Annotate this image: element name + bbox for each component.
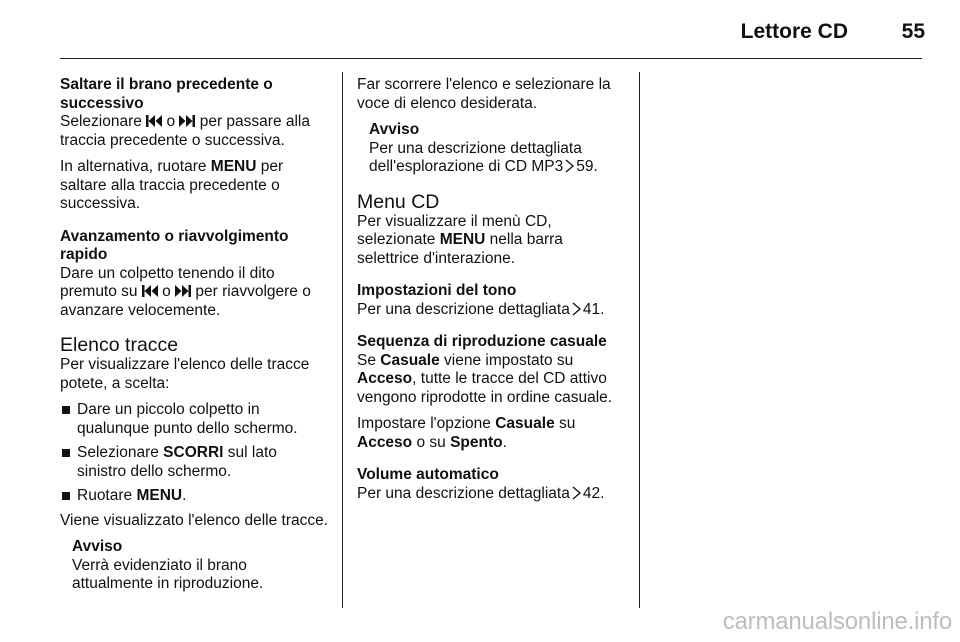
note-text: Verrà evidenziato il brano attualmente in riproduzione. [72,556,264,592]
page-reference-arrow-icon [565,159,574,173]
text: . [182,487,187,504]
note-title: Avviso [72,538,123,555]
next-track-icon [175,285,191,297]
bullet-icon [62,449,70,457]
previous-track-icon [146,115,162,127]
text: viene impostato su [439,351,574,369]
text: nella barra selettrice d'interazione. [357,231,563,267]
text: per riavvolgere o avanzare velocemente. [60,283,311,319]
text: su [554,415,576,432]
list-item [60,444,330,481]
text: Per una descrizione dettagliata dell'esplorazione di CD MP3 [369,139,582,175]
text: Selezionare [77,444,164,461]
column-divider-left [342,72,343,608]
column-left [60,76,330,594]
text: Selezionare [60,113,147,130]
page-reference: 59. [576,158,598,175]
option-list [60,401,330,506]
paragraph: Far scorrere l'elenco e selezionare la voce di elenco desiderata. [357,76,611,112]
off-label: Spento [450,433,503,451]
text: o [162,113,180,130]
page-reference-arrow-icon [572,486,581,500]
page-reference: 42. [582,484,605,502]
page-reference: 41. [582,300,605,318]
section-heading-tone: Impostazioni del tono [357,282,517,299]
note-title: Avviso [369,121,420,138]
page-number: 55 [901,20,925,43]
watermark: carmanualsonline.info [722,608,952,635]
paragraph [357,415,629,452]
text: o su [412,433,451,451]
previous-track-icon [142,285,158,297]
bullet-icon [62,406,70,414]
paragraph: Per visualizzare l'elenco delle tracce potete, a scelta: [60,356,310,392]
paragraph [357,352,629,408]
paragraph [357,213,629,269]
section-title-menu-cd: Menu CD [357,190,440,213]
next-track-icon [179,115,195,127]
text: per passare alla traccia precedente o successiva. [60,113,310,149]
text: o [157,283,176,300]
text: Per visualizzare il menù CD, selezionate [357,212,552,248]
scroll-label: SCORRI [163,444,224,461]
text: Per una descrizione dettagliata [357,484,570,502]
text: In alternativa, ruotare [60,158,211,175]
running-header-title: Lettore CD [740,20,848,43]
note-box [60,538,330,594]
section-heading-fast-forward: Avanzamento o riavvolgimento rapido [60,227,289,263]
menu-label: MENU [136,487,183,504]
bullet-icon [62,492,70,500]
section-heading-auto-volume: Volume automatico [357,466,499,483]
menu-label: MENU [439,231,486,248]
text: Se [357,351,381,369]
list-item [60,401,330,438]
shuffle-label: Casuale [495,415,555,432]
shuffle-label: Casuale [380,351,440,369]
text: Ruotare [77,487,137,504]
list-item [60,487,330,506]
text: Dare un piccolo colpetto in qualunque punto dello schermo. [77,401,298,437]
text: Per una descrizione dettagliata [357,300,570,318]
text: per saltare alla traccia precedente o successiva. [60,158,284,212]
text: , tutte le tracce del CD attivo vengono riprodotte in ordine casuale. [357,370,613,406]
paragraph [60,265,330,321]
text: sul lato sinistro dello schermo. [77,444,277,480]
page-reference-arrow-icon [572,302,581,316]
text: Dare un colpetto tenendo il dito premuto su [60,264,275,300]
text: . [502,433,507,451]
section-heading-skip-track: Saltare il brano precedente o successivo [60,76,273,112]
on-label: Acceso [357,370,413,387]
text: Impostare l'opzione [357,415,496,432]
paragraph [60,113,330,150]
on-label: Acceso [357,433,413,451]
column-middle [357,76,629,517]
paragraph [60,158,330,214]
header-divider [60,58,922,59]
note-text [369,140,629,177]
paragraph: Viene visualizzato l'elenco delle tracce. [60,511,329,529]
paragraph [357,301,629,320]
section-title-track-list: Elenco tracce [60,334,179,356]
section-heading-shuffle: Sequenza di riproduzione casuale [357,333,607,350]
note-box [357,121,629,177]
menu-label: MENU [210,158,257,175]
column-divider-right [639,72,640,608]
paragraph [357,485,629,504]
